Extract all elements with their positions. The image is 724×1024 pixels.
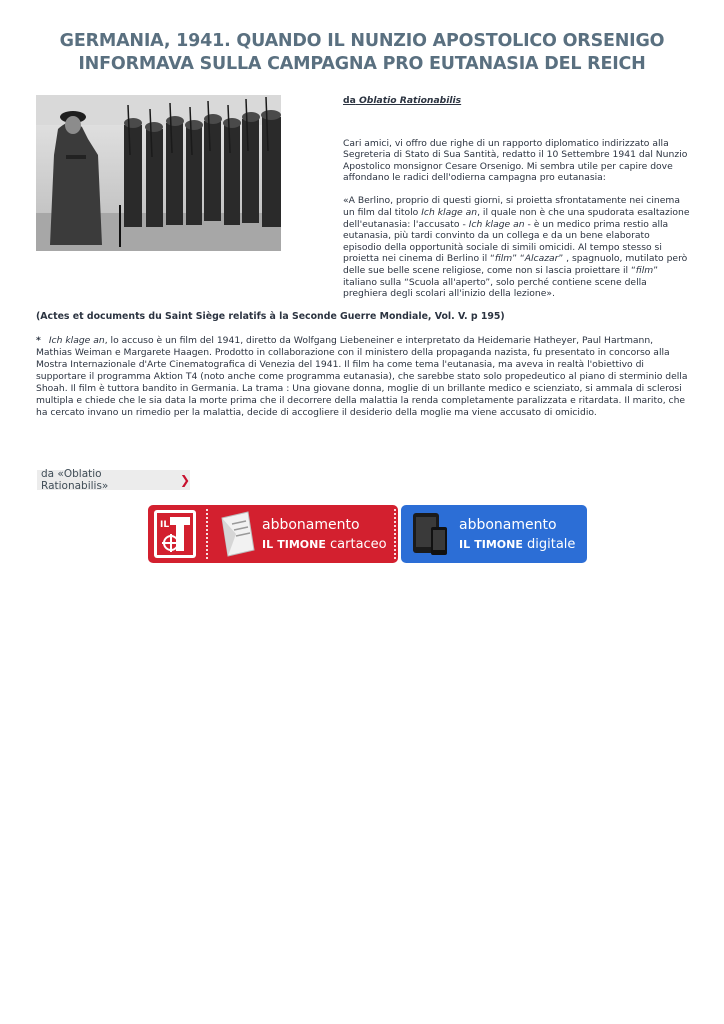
print-subscription-button[interactable] (148, 505, 398, 563)
source-link-label: da «Oblatio Rationabilis» (41, 468, 109, 492)
tablet-phone-icon (411, 511, 451, 557)
chevron-right-icon: ❯ (179, 473, 190, 487)
ticket-perforation (206, 509, 209, 559)
quote-text: - è un medico prima restio alla eutanasia, più tardi convinto da un collega e da un bene elaborato episodio della opportunità sociale di simili omicidi. Al tempo stesso si proietta nei cinema di Berlino il “ (343, 218, 669, 265)
subscription-banner (148, 505, 587, 563)
article-body (343, 95, 691, 311)
byline-prefix: da (343, 95, 356, 106)
intro-paragraph: Cari amici, vi offro due righe di un rapporto diplomatico indirizzato alla Segreteria di Stato di Sua Santità, redatto il 10 Settembre 1941 dal Nunzio Apostolico monsignor Cesare Orsenigo. Mi sembra utile per capire dove affondano le radici dell'odierna campagna pro eutanasia: (343, 137, 688, 184)
subscription-kind: digitale (527, 537, 576, 552)
newspaper-icon (218, 510, 258, 558)
subscription-kind: cartaceo (330, 537, 387, 552)
timone-logo-icon (148, 505, 206, 563)
footnote (36, 335, 690, 419)
byline-source-link[interactable]: Oblatio Rationabilis (358, 95, 462, 106)
historical-parade-photo (36, 95, 281, 251)
brand-prefix: IL (262, 538, 274, 551)
print-subscription-subtitle (262, 537, 387, 552)
source-reference: (Actes et documents du Saint Siège relatifs à la Seconde Guerre Mondiale, Vol. V. p 195) (36, 311, 505, 322)
brand-name: TIMONE (474, 538, 523, 551)
footnote-film-title: Ich klage an (48, 335, 105, 346)
quote-text: ” , spagnuolo, mutilato però delle sue belle scene religiose, come non si lascia proiettare il “ (343, 253, 688, 277)
digital-subscription-button[interactable] (401, 505, 587, 563)
film-title: Alcazar (524, 253, 559, 265)
quote-text: ” italiano sulla “Scuola all'aperto”, solo perché contiene scene della preghiera degli scolari all'inizio della lezione». (343, 265, 658, 300)
quote-word: film (494, 253, 513, 265)
film-title: Ich klage an (468, 218, 525, 230)
quote-word: film (635, 265, 654, 277)
svg-text:IL: IL (160, 520, 170, 530)
quote-text: ” “ (512, 253, 525, 265)
quote-text: , il quale non è che una spudorata esaltazione dell'eutanasia: l'accusato - (343, 207, 690, 230)
footnote-text: , lo accuso è un film del 1941, diretto da Wolfgang Liebeneiner e interpretato da Heidemarie Hatheyer, Paul Hartmann, Mathias Weiman e Margarete Haagen. Prodotto in collaborazione con il ministero della propaganda nazista, fu presentato in concorso alla Mostra Internazionale d'Arte Cinematografica di Venezia del 1941. Il film ha come tema l'eutanasia, ma aveva in realtà l'obiettivo di supportare il programma Aktion T4 (noto anche come programma eutanasia), che sarebbe stato solo propedeutico al piano di sterminio della Shoah. Il film è tuttora bandito in Germania. La trama : Una giovane donna, moglie di un brillante medico e scienziato, si ammala di sclerosi multipla e chiede che le sia data la morte prima che il decorrere della malattia la renda completamente paralizzata e ritardata. Il marito, che ha cercato invano un rimedio per la malattia, decide di accogliere il desiderio della moglie ma viene accusato di omicidio. (36, 335, 688, 418)
title-line-2: INFORMAVA SULLA CAMPAGNA PRO EUTANASIA DEL REICH (78, 54, 646, 74)
print-subscription-title: abbonamento (262, 517, 360, 533)
quote-paragraph (343, 195, 691, 299)
digital-subscription-title: abbonamento (459, 517, 557, 533)
film-title: Ich klage an (421, 207, 478, 219)
source-link-button[interactable] (37, 470, 190, 490)
article-title (20, 30, 704, 76)
ticket-perforation (394, 509, 397, 559)
byline (343, 95, 691, 107)
title-line-1: GERMANIA, 1941. QUANDO IL NUNZIO APOSTOLICO ORSENIGO (59, 31, 665, 51)
digital-subscription-subtitle (459, 537, 575, 552)
brand-prefix: IL (459, 538, 471, 551)
footnote-star: * (36, 335, 41, 346)
quote-text: «A Berlino, proprio di questi giorni, si proietta sfrontatamente nei cinema un film dal titolo (343, 195, 680, 219)
article-photo (36, 95, 281, 251)
brand-name: TIMONE (277, 538, 326, 551)
